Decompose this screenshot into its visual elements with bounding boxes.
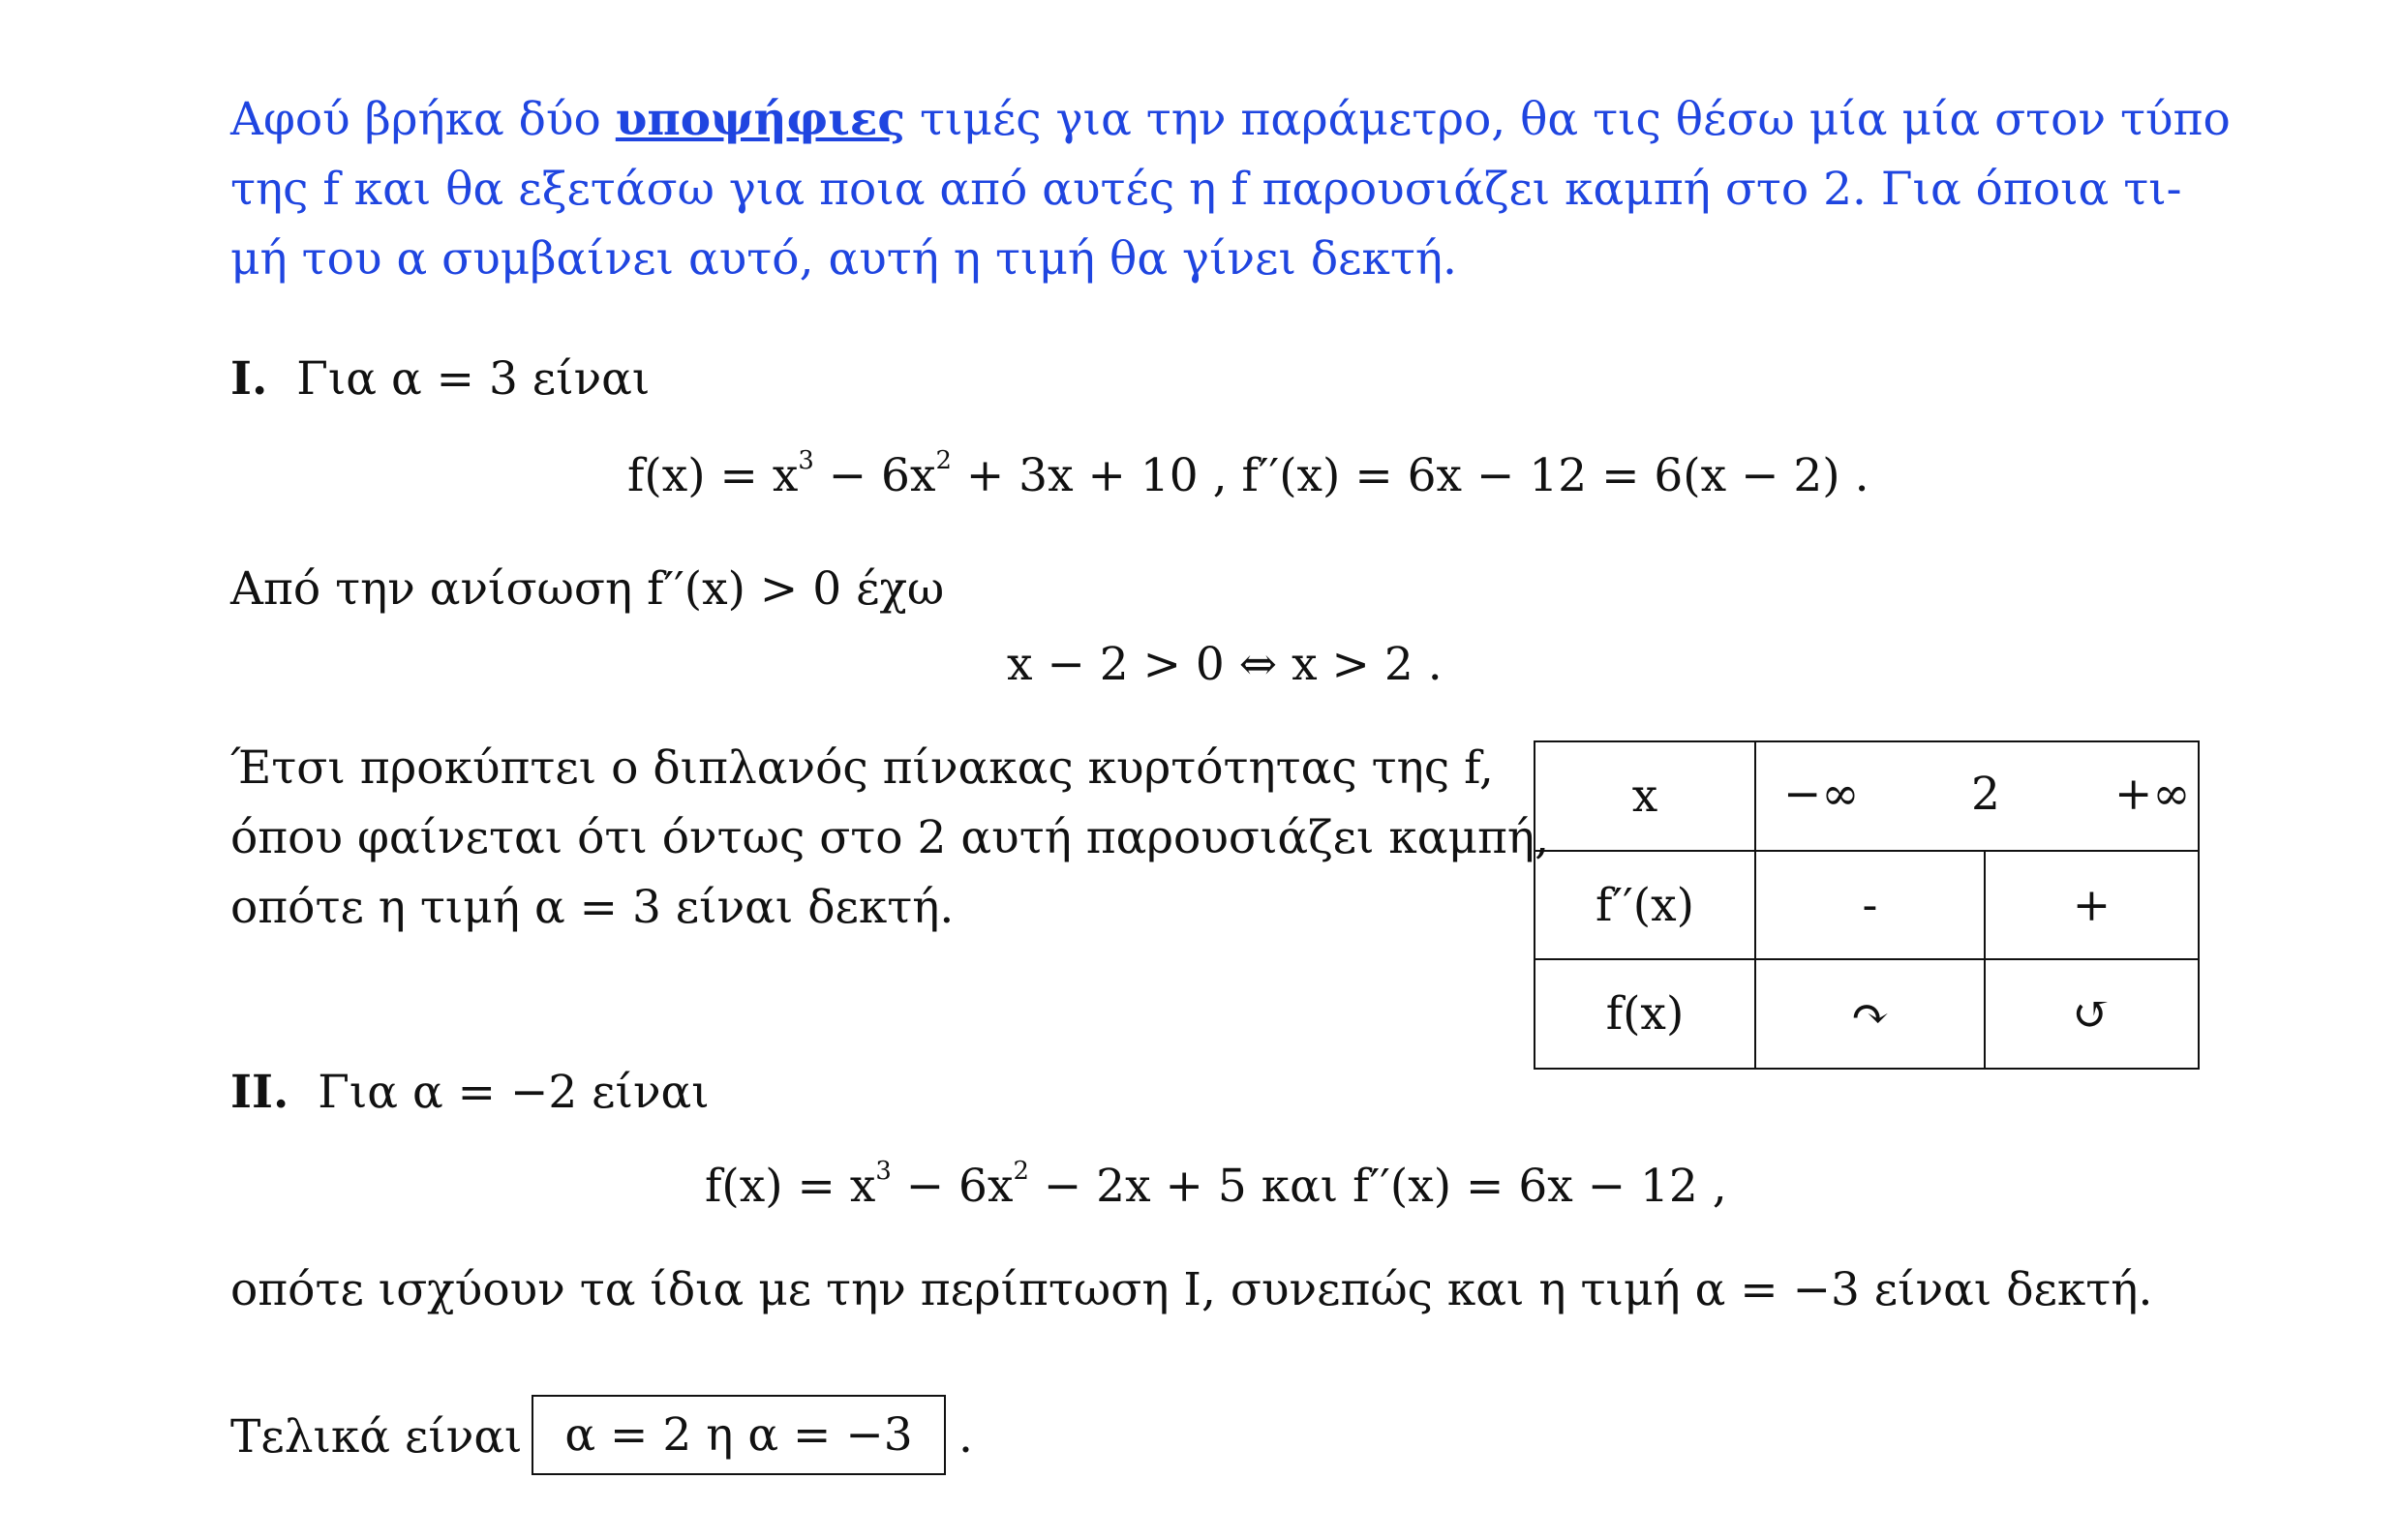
inflection-point-value: 2 [1971,767,2000,821]
case1-label: I. [230,352,268,406]
table-row [1535,959,2199,1069]
eq-exponent: 2 [1013,1156,1029,1186]
eq-exponent: 3 [798,445,814,475]
eq-part: + 3x + 10 , f′′(x) = 6x − 12 = 6(x − 2) . [951,449,1869,502]
case2-label: II. [230,1066,289,1119]
concave-arc-icon: ↷ [1850,986,1890,1042]
final-answer-box [532,1395,946,1475]
table-text-line-2: όπου φαίνεται ότι όντως στο 2 αυτή παρουσιάζει καμπή, [230,811,1550,864]
table-text-line-1: Έτσι προκύπτει ο διπλανός πίνακας κυρτότητας της f, [230,741,1494,795]
convex-cell [1985,959,2199,1069]
eq-part: − 6x [891,1160,1014,1213]
intro-line-1 [230,93,2231,146]
eq-part: − 2x + 5 και f′′(x) = 6x − 12 , [1028,1160,1727,1213]
case2-heading-text: Για α = −2 είναι [318,1066,710,1119]
intro-line-2: της f και θα εξετάσω για ποια από αυτές η f παρουσιάζει καμπή στο 2. Για όποια τι- [230,163,2182,216]
table-row [1535,851,2199,959]
case1-equation [627,445,1869,502]
eq-exponent: 3 [875,1156,892,1186]
f2-sign-left: - [1755,851,1985,959]
intro-text: τιμές για την παράμετρο, θα τις θέσω μία μία στον τύπο [905,93,2231,146]
eq-part: f(x) = x [705,1160,876,1213]
intro-text: Αφού βρήκα δύο [230,93,616,146]
inequality-intro: Από την ανίσωση f′′(x) > 0 έχω [230,562,945,616]
case1-heading-text: Για α = 3 είναι [296,352,651,406]
eq-part: f(x) = x [627,449,799,502]
case1-heading [230,352,651,406]
intro-line-3: μή του α συμβαίνει αυτό, αυτή η τιμή θα γίνει δεκτή. [230,232,1457,286]
x-label-cell: x [1535,741,1755,851]
inequality: x − 2 > 0 ⇔ x > 2 . [1007,638,1443,691]
case2-equation [705,1156,1727,1213]
f2-sign-right: + [1985,851,2199,959]
final-lead: Τελικά είναι [230,1410,523,1464]
table-row [1535,741,2199,851]
final-period: . [958,1410,973,1464]
eq-part: − 6x [813,449,936,502]
table-text-line-3: οπότε η τιμή α = 3 είναι δεκτή. [230,881,955,934]
eq-exponent: 2 [935,445,952,475]
case2-conclusion: οπότε ισχύουν τα ίδια με την περίπτωση I, συνεπώς και η τιμή α = −3 είναι δεκτή. [230,1263,2153,1316]
neg-infinity: −∞ [1783,767,1860,821]
x-values-cell [1755,741,2199,851]
final-answer: α = 2 η α = −3 [564,1408,913,1462]
f-label-cell: f(x) [1535,959,1755,1069]
intro-keyword: υποψήφιες [615,93,906,146]
convex-arc-icon: ↺ [2072,986,2112,1042]
f2-label-cell: f′′(x) [1535,851,1755,959]
case2-heading [230,1066,710,1119]
pos-infinity: +∞ [2114,767,2191,821]
convexity-table [1534,740,2200,1070]
concave-cell [1755,959,1985,1069]
